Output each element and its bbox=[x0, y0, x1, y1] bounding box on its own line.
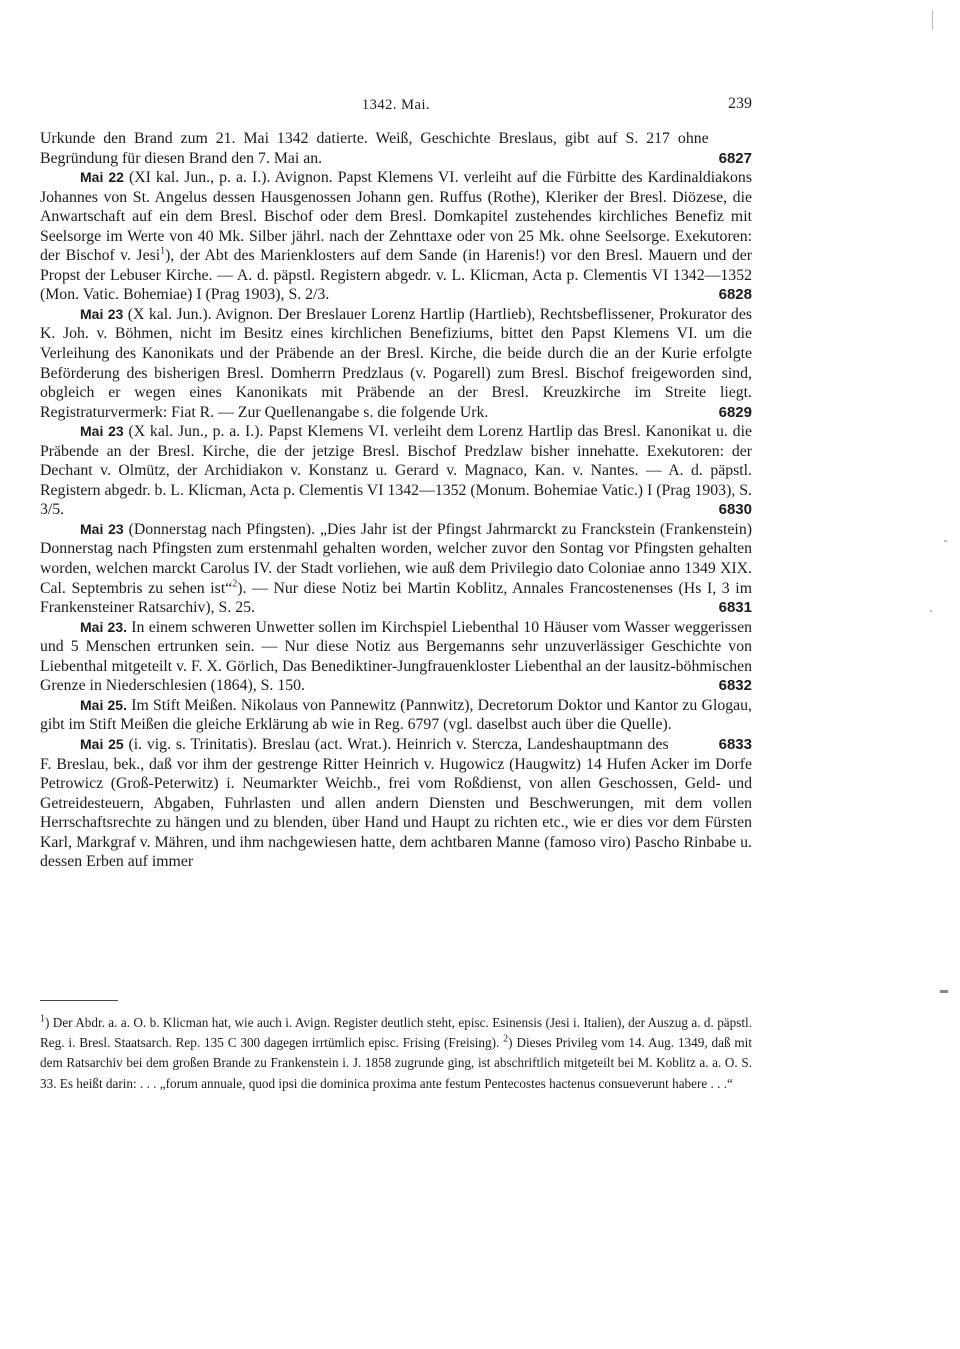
regest-number: 6828 bbox=[718, 286, 752, 304]
entry-regest bbox=[40, 422, 752, 520]
entry-date: Mai 25. bbox=[80, 696, 127, 713]
scan-artifact bbox=[944, 540, 947, 542]
entry-text: (XI kal. Jun., p. a. I.). Avignon. Papst Klemens VI. verleiht auf die Fürbitte des Kardinaldiakons Johannes von St. Angelus dessen Hausgenossen Johann gen. Ruffus (Rothe), Kleriker der Bresl. Diözese, die Anwartschaft auf ein dem Bresl. Bischof oder dem Bresl. Domkapitel zustehendes kirchliches Benefiz mit Seelsorge im Werte von 40 Mk. Silber jährl. nach der Zehnttaxe oder von 25 Mk. ohne Seelsorge. Exekutoren: der Bischof v. Jesi bbox=[40, 169, 752, 265]
footnote-ref: 1 bbox=[160, 246, 166, 258]
entry-date: Mai 23 bbox=[80, 520, 124, 537]
entry-regest bbox=[40, 520, 752, 618]
footnote-divider bbox=[40, 1000, 118, 1001]
entry-text: (i. vig. s. Trinitatis). Breslau (act. Wrat.). Heinrich v. Stercza, Landeshauptmann des F. Breslau, bek., daß vor ihm der gestrenge Ritter Heinrich v. Hugowicz (Haugwitz) 14 Hufen Acker im Dorfe Petrowicz (Groß-Peterwitz) i. Neumarkter Weichb., frei vom Roßdienst, von allen Geschossen, Geld- und Getreidesteuern, Abgaben, Fuhrlasten und allen andern Diensten und Beschwerungen, mit dem vollen Herrschaftsrechte zu hängen und zu blenden, über Hand und Haupt zu richten etc., wie er dies vor dem Fürsten Karl, Markgraf v. Mähren, und ihm nachgewiesen hatte, dem achtbaren Manne (famoso viro) Pascho Rinbabe u. dessen Erben auf immer bbox=[40, 735, 752, 871]
regest-number: 6831 bbox=[718, 599, 752, 617]
entry-regest bbox=[40, 735, 752, 872]
entry-text: In einem schweren Unwetter sollen im Kirchspiel Liebenthal 10 Häuser vom Wasser weggerissen und 5 Menschen ertrunken sein. — Nur diese Notiz aus Bergemanns sehr unzuverlässiger Geschichte von Liebenthal mitgeteilt v. F. X. Görlich, Das Benediktiner-Jungfrauenkloster Liebenthal an der lausitz-böhmischen Grenze in Niederschlesien (1864), S. 150. bbox=[40, 618, 752, 695]
footnote-mark: 1 bbox=[40, 1013, 45, 1025]
regest-number: 6830 bbox=[718, 501, 752, 519]
entry-text: Im Stift Meißen. Nikolaus von Pannewitz (Pannwitz), Decretorum Doktor und Kantor zu Glogau, gibt im Stift Meißen die gleiche Erklärung ab wie in Reg. 6797 (vgl. daselbst auch über die Quelle). bbox=[40, 696, 752, 734]
footnotes bbox=[40, 1013, 752, 1094]
entry-date: Mai 25 bbox=[80, 735, 124, 752]
entry-regest bbox=[40, 305, 752, 422]
scan-artifact bbox=[932, 10, 933, 30]
footnote-mark: 2 bbox=[503, 1033, 509, 1045]
footnote-ref: 2 bbox=[232, 578, 238, 590]
running-title: 1342. Mai. bbox=[361, 97, 431, 113]
entry-continuation bbox=[40, 129, 752, 168]
scan-artifact bbox=[940, 990, 948, 993]
entry-date: Mai 23 bbox=[80, 423, 124, 440]
entry-date: Mai 23. bbox=[80, 618, 128, 635]
entry-text: (X kal. Jun., p. a. I.). Papst Klemens VI. verleiht dem Lorenz Hartlip das Bresl. Kanonikat u. die Präbende an der Bresl. Kirche, die der jetzige Bresl. Bischof Predzlaw bisher innehatte. Exekutoren: der Dechant v. Olmütz, der Archidiakon v. Konstanz u. Gerard v. Magnaco, Kan. v. Nantes. — A. d. päpstl. Registern abgedr. b. L. Klicman, Acta p. Clementis VI 1342—1352 (Monum. Bohemiae Vatic.) I (Prag 1903), S. 3/5. bbox=[40, 423, 752, 519]
entry-date: Mai 23 bbox=[80, 305, 124, 322]
entry-regest bbox=[40, 696, 752, 753]
running-head bbox=[40, 97, 752, 119]
entry-regest bbox=[40, 618, 752, 696]
page-number: 239 bbox=[728, 95, 752, 112]
footnote bbox=[40, 1013, 752, 1094]
footnote-text: ) Dieses Privileg vom 14. Aug. 1349, daß mit dem Ratsarchiv bei dem großen Brande zu Frankenstein i. J. 1858 zugrunde ging, ist abschriftlich mitgeteilt bei M. Koblitz a. a. O. S. 33. Es heißt darin: . . . „forum annuale, quod ipsi die dominica proxima ante festum Pentecostes hactenus consueverunt habere . . .“ bbox=[40, 1035, 752, 1091]
entry-text-continued: ), der Abt des Marienklosters auf dem Sande (in Harenis!) vor den Bresl. Mauern und der Propst der Lebuser Kirche. — A. d. päpstl. Registern abgedr. v. L. Klicman, Acta p. Clementis VI 1342—1352 (Mon. Vatic. Bohemiae) I (Prag 1903), S. 2/3. bbox=[40, 247, 752, 304]
entry-text: (Donnerstag nach Pfingsten). „Dies Jahr ist der Pfingst Jahrmarckt zu Franckstein (Frankenstein) Donnerstag nach Pfingsten zum erstenmahl gehalten worden, welcher zuvor den Sontag vor Pfingsten gehalten worden, welchen marckt Carolus IV. der Stadt vorliehen, wie auß dem Privilegio dato Coloniae anno 1349 XIX. Cal. Septembris zu sehen ist“ bbox=[40, 520, 752, 597]
entry-text-continued: ). — Nur diese Notiz bei Martin Koblitz, Annales Francostenenses (Hs I, 3 im Frankensteiner Ratsarchiv), S. 25. bbox=[40, 579, 752, 617]
entry-regest bbox=[40, 168, 752, 305]
regest-number: 6827 bbox=[718, 149, 752, 167]
body-text bbox=[40, 129, 752, 872]
regest-number: 6832 bbox=[718, 677, 752, 695]
entry-text: Urkunde den Brand zum 21. Mai 1342 datierte. Weiß, Geschichte Breslaus, gibt auf S. 217 ohne Begründung für diesen Brand den 7. Mai an. bbox=[40, 130, 709, 167]
entry-date: Mai 22 bbox=[80, 169, 124, 186]
footnote-text: ) Der Abdr. a. a. O. b. Klicman hat, wie auch i. Avign. Register deutlich steht, episc. Esinensis (Jesi i. Italien), der Auszug a. d. päpstl. Reg. i. Bresl. Staatsarch. Rep. 135 C 300 dagegen irrtümlich episc. Frising (Freising). bbox=[40, 1015, 752, 1051]
entry-text: (X kal. Jun.). Avignon. Der Breslauer Lorenz Hartlip (Hartlieb), Rechtsbeflissener, Prokurator des K. Joh. v. Böhmen, nicht im Besitz eines kirchlichen Benefiziums, bittet den Papst Klemens VI. um die Verleihung des Kanonikats und der Präbende an der Bresl. Kirche, die beide durch die an der Kurie erfolgte Beförderung des bisherigen Bresl. Domherrn Predzlaus (v. Pogarell) zum Bresl. Bischof freigeworden sind, obgleich er wegen eines Kanonikats mit Präbende an der Bresl. Kreuzkirche im Streite liegt. Registraturvermerk: Fiat R. — Zur Quellenangabe s. die folgende Urk. bbox=[40, 305, 752, 421]
regest-number: 6829 bbox=[718, 403, 752, 421]
regest-number: 6833 bbox=[718, 735, 752, 753]
scan-artifact bbox=[930, 610, 932, 612]
